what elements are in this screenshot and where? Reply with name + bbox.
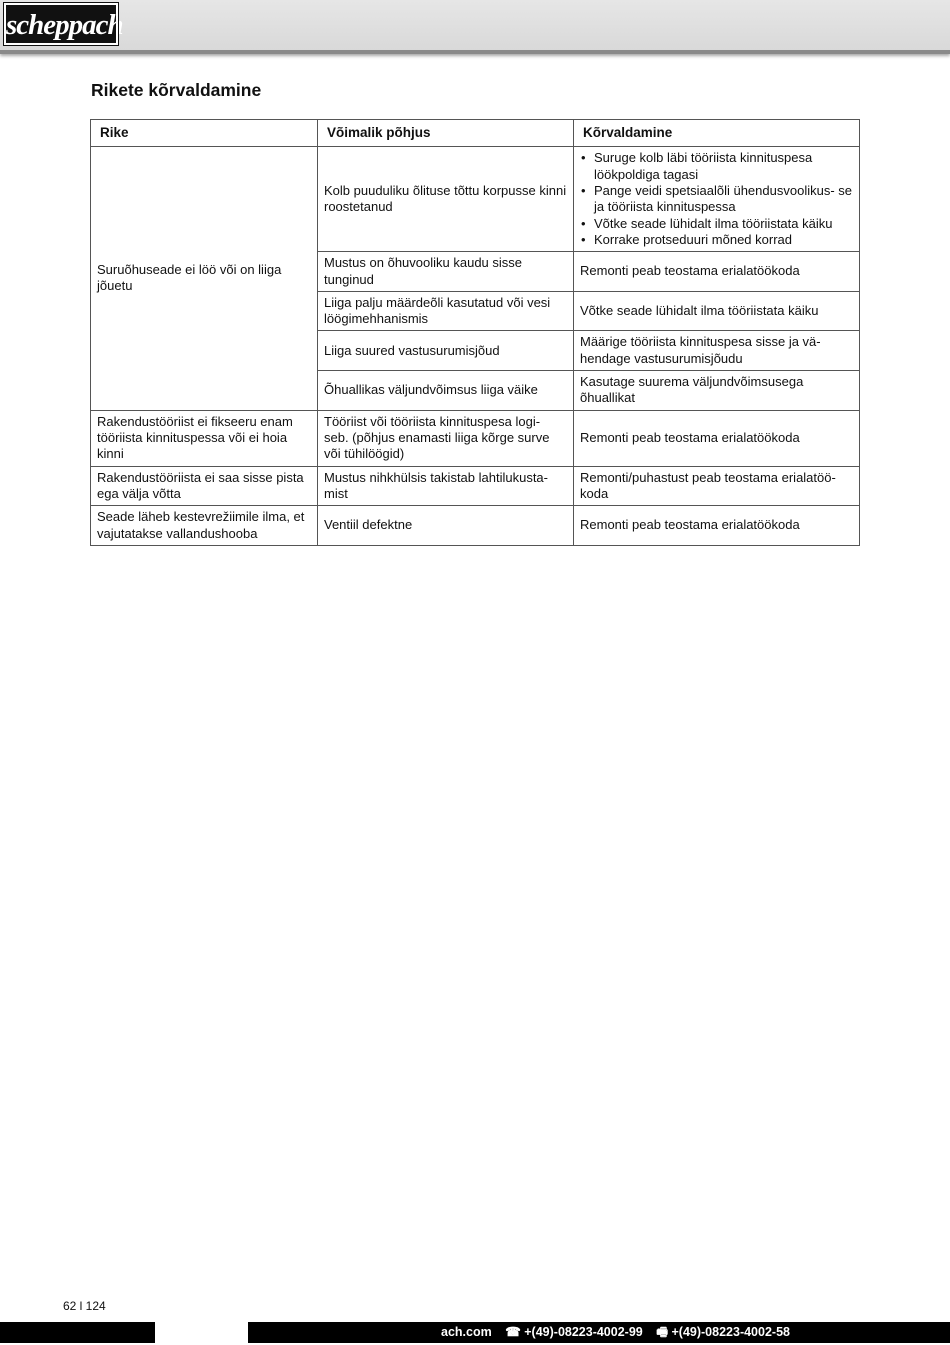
cause-cell: Kolb puuduliku õlituse tõttu korpusse kinni roostetanud	[318, 147, 574, 252]
remedy-cell	[574, 147, 860, 252]
table-row	[91, 466, 860, 506]
phone-number: ☎ +(49)-08223-4002-99	[505, 1325, 643, 1339]
remedy-cell: Remonti peab teostama erialatöökoda	[574, 252, 860, 292]
remedy-cell: Kasutage suurema väljundvõimsusega õhuallikat	[574, 371, 860, 411]
header-remedy: Kõrvaldamine	[574, 120, 860, 147]
remedy-cell: Remonti/puhastust peab teostama erialatöö- koda	[574, 466, 860, 506]
cause-cell: Mustus on õhuvooliku kaudu sisse tunginud	[318, 252, 574, 292]
brand-logo: scheppach	[4, 3, 118, 45]
page-number: 62 l 124	[63, 1299, 106, 1313]
footer-bar-left	[0, 1322, 155, 1343]
remedy-cell: Remonti peab teostama erialatöökoda	[574, 506, 860, 546]
fault-cell: Rakendustööriist ei fikseeru enam tööriista kinnituspessa või ei hoia kinni	[91, 410, 318, 466]
fault-cell: Rakendustööriista ei saa sisse pista ega välja võtta	[91, 466, 318, 506]
remedy-cell: Remonti peab teostama erialatöökoda	[574, 410, 860, 466]
cause-cell: Õhuallikas väljundvõimsus liiga väike	[318, 371, 574, 411]
website-link[interactable]: ach.com	[441, 1325, 492, 1339]
cause-cell: Ventiil defektne	[318, 506, 574, 546]
fax-number: 🖷 +(49)-08223-4002-58	[656, 1325, 790, 1339]
footer-contact	[441, 1322, 800, 1343]
remedy-cell: Võtke seade lühidalt ilma tööriistata käiku	[574, 291, 860, 331]
list-item: • Korrake protseduuri mõned korrad	[580, 232, 853, 248]
table-header-row	[91, 120, 860, 147]
cause-cell: Liiga palju määrdeõli kasutatud või vesi löögimehhanismis	[318, 291, 574, 331]
header-bar	[0, 0, 950, 54]
table-row	[91, 506, 860, 546]
table-row	[91, 147, 860, 252]
table-row	[91, 410, 860, 466]
header-fault: Rike	[91, 120, 318, 147]
troubleshooting-table	[90, 119, 860, 546]
fault-cell: Seade läheb kestevrežiimile ilma, et vajutatakse vallandushooba	[91, 506, 318, 546]
cause-cell: Mustus nihkhülsis takistab lahtilukusta- mist	[318, 466, 574, 506]
cause-cell: Liiga suured vastusurumisjõud	[318, 331, 574, 371]
list-item: • Pange veidi spetsiaalõli ühendusvoolikus- se ja tööriista kinnituspessa	[580, 183, 853, 216]
fault-cell: Suruõhuseade ei löö või on liiga jõuetu	[91, 147, 318, 410]
footer-bar-right	[248, 1322, 950, 1343]
cause-cell: Tööriist või tööriista kinnituspesa logi- seb. (põhjus enamasti liiga kõrge surve või tühilöögid)	[318, 410, 574, 466]
list-item: • Võtke seade lühidalt ilma tööriistata käiku	[580, 216, 853, 232]
remedy-list	[580, 150, 853, 248]
list-item: • Suruge kolb läbi tööriista kinnituspesa löökpoldiga tagasi	[580, 150, 853, 183]
header-cause: Võimalik põhjus	[318, 120, 574, 147]
remedy-cell: Määrige tööriista kinnituspesa sisse ja vä- hendage vastusurumisjõudu	[574, 331, 860, 371]
page-title: Rikete kõrvaldamine	[91, 80, 262, 100]
